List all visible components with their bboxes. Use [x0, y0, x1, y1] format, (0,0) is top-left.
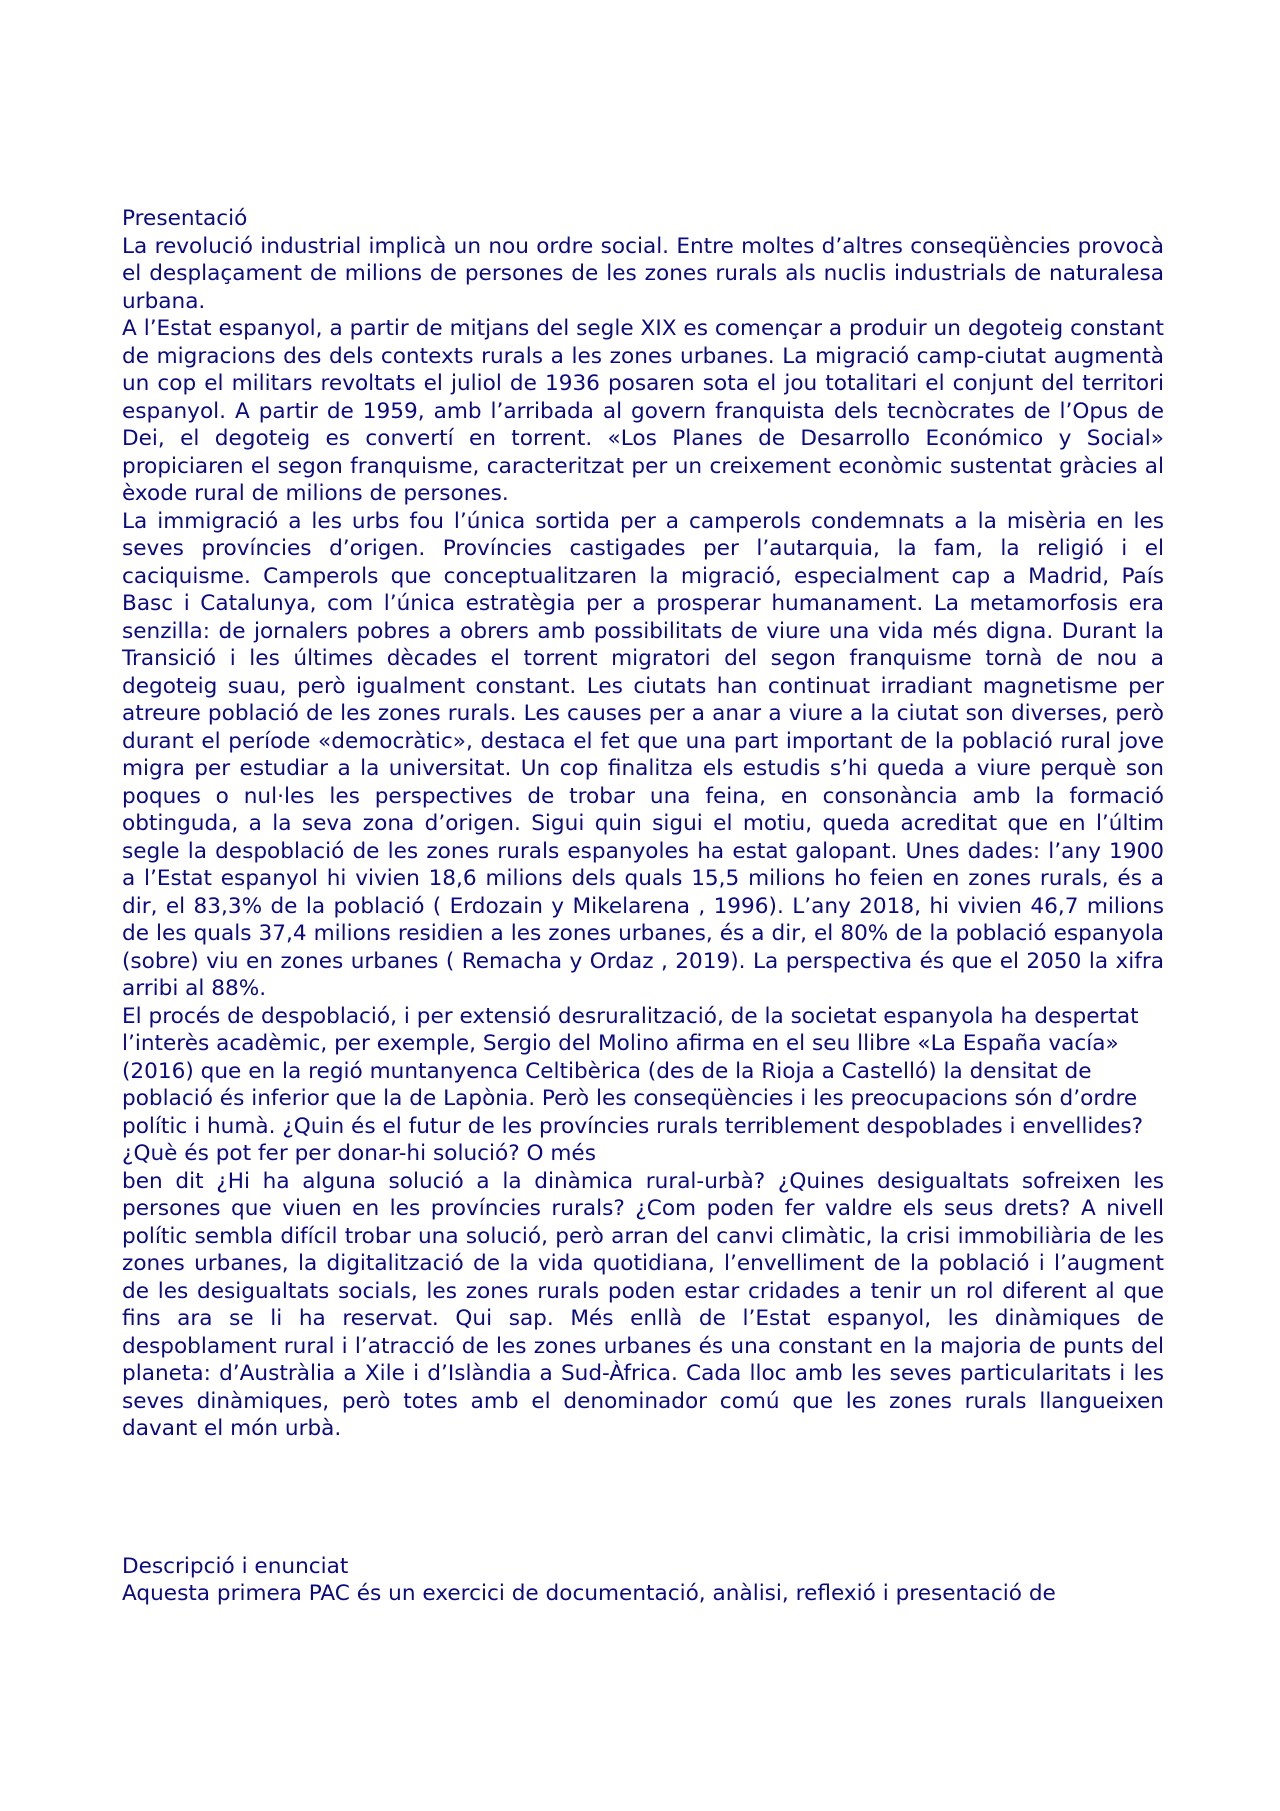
section-heading: Presentació — [122, 206, 248, 231]
section-descripcio — [122, 1553, 1164, 1608]
document-page — [122, 205, 1164, 1608]
section-presentacio — [122, 205, 1164, 1443]
paragraph: El procés de despoblació, i per extensió desruralització, de la societat espanyola ha despertat l’interès acadèmic, per exemple, Sergio del Molino afirma en el seu llibre «La España vacía» (2016) que en la regió muntanyenca Celtibèrica (des de la Rioja a Castelló) la densitat de població és inferior que la de Lapònia. Però les conseqüències i les preocupacions són d’ordre polític i humà. ¿Quin és el futur de les províncies rurals terriblement despoblades i envellides? ¿Què és pot fer per donar-hi solució? O més — [122, 1003, 1144, 1166]
paragraph: La immigració a les urbs fou l’única sortida per a camperols condemnats a la misèria en les seves províncies d’origen. Províncies castigades per l’autarquia, la fam, la religió i el caciquisme. Camperols que conceptualitzaren la migració, especialment cap a Madrid, País Basc i Catalunya, com l’única estratègia per a prosperar humanament. La metamorfosis era senzilla: de jornalers pobres a obrers amb possibilitats de viure una vida més digna. Durant la Transició i les últimes dècades el torrent migratori del segon franquisme tornà de nou a degoteig suau, però igualment constant. Les ciutats han continuat irradiant magnetisme per atreure població de les zones rurals. Les causes per a anar a viure a la ciutat son diverses, però durant el període «democràtic», destaca el fet que una part important de la població rural jove migra per estudiar a la universitat. Un cop finalitza els estudis s’hi queda a viure perquè son poques o nul·les les perspectives de trobar una feina, en consonància amb la formació obtinguda, a la seva zona d’origen. Sigui quin sigui el motiu, queda acreditat que en l’últim segle la despoblació de les zones rurals espanyoles ha estat galopant. Unes dades: l’any 1900 a l’Estat espanyol hi vivien 18,6 milions dels quals 15,5 milions ho feien en zones rurals, és a dir, el 83,3% de la població ( Erdozain y Mikelarena , 1996). L’any 2018, hi vivien 46,7 milions de les quals 37,4 milions residien a les zones urbanes, és a dir, el 80% de la població espanyola (sobre) viu en zones urbanes ( Remacha y Ordaz , 2019). La perspectiva és que el 2050 la xifra arribi al 88%. — [122, 508, 1164, 1001]
paragraph: Aquesta primera PAC és un exercici de documentació, anàlisi, reflexió i presentació de — [122, 1581, 1056, 1606]
paragraph: ben dit ¿Hi ha alguna solució a la dinàmica rural-urbà? ¿Quines desigualtats sofreixen les persones que viuen en les províncies rurals? ¿Com poden fer valdre els seus drets? A nivell polític sembla difícil trobar una solució, però arran del canvi climàtic, la crisi immobiliària de les zones urbanes, la digitalització de la vida quotidiana, l’envelliment de la població i l’augment de les desigualtats socials, les zones rurals poden estar cridades a tenir un rol diferent al que fins ara se li ha reservat. Qui sap. Més enllà de l’Estat espanyol, les dinàmiques de despoblament rural i l’atracció de les zones urbanes és una constant en la majoria de punts del planeta: d’Austràlia a Xile i d’Islàndia a Sud-Àfrica. Cada lloc amb les seves particularitats i les seves dinàmiques, però totes amb el denominador comú que les zones rurals llangueixen davant el món urbà. — [122, 1168, 1164, 1441]
section-heading: Descripció i enunciat — [122, 1553, 349, 1579]
paragraph: A l’Estat espanyol, a partir de mitjans del segle XIX es començar a produir un degoteig constant de migracions des dels contexts rurals a les zones urbanes. La migració camp-ciutat augmentà un cop el militars revoltats el juliol de 1936 posaren sota el jou totalitari el conjunt del territori espanyol. A partir de 1959, amb l’arribada al govern franquista dels tecnòcrates de l’Opus de Dei, el degoteig es convertí en torrent. «Los Planes de Desarrollo Económico y Social» propiciaren el segon franquisme, caracteritzat per un creixement econòmic sustentat gràcies al èxode rural de milions de persones. — [122, 316, 1164, 506]
paragraph: La revolució industrial implicà un nou ordre social. Entre moltes d’altres conseqüències provocà el desplaçament de milions de persones de les zones rurals als nuclis industrials de naturalesa urbana. — [122, 233, 1164, 314]
section-spacer — [122, 1443, 1164, 1553]
